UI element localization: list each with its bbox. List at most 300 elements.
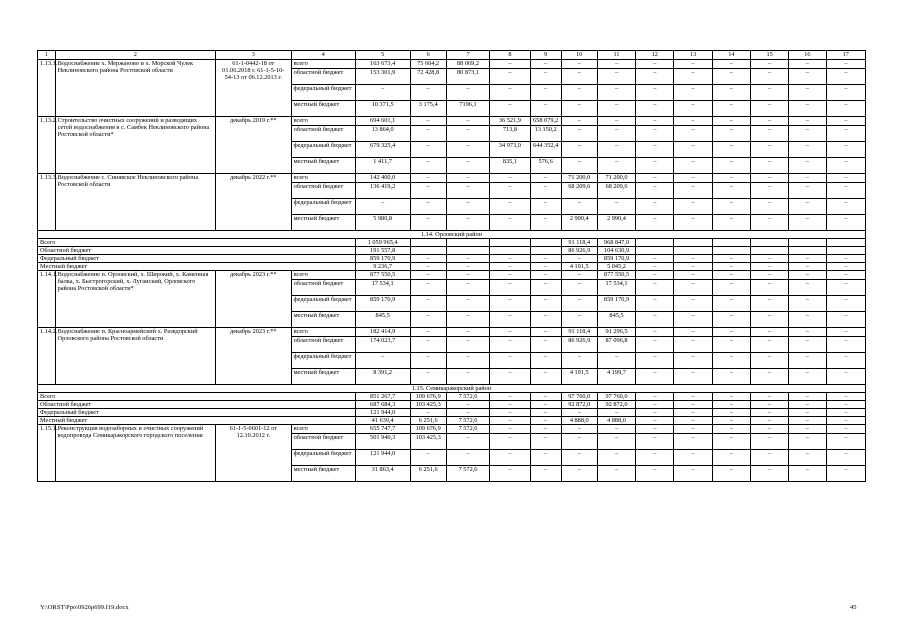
value-cell: – — [636, 85, 674, 101]
value-cell: – — [751, 255, 789, 263]
value-cell: 104 630,9 — [597, 247, 635, 255]
header-cell: 13 — [674, 51, 712, 60]
value-cell: 859 170,9 — [355, 296, 410, 312]
funding-source: местный бюджет — [291, 312, 355, 328]
funding-source: федеральный бюджет — [291, 353, 355, 369]
value-cell: – — [826, 401, 865, 409]
value-cell: – — [751, 263, 789, 271]
value-cell: 13 864,0 — [355, 126, 410, 142]
value-cell: – — [712, 434, 750, 450]
value-cell — [636, 239, 674, 247]
table-row — [38, 271, 866, 280]
total-row — [38, 393, 866, 401]
value-cell: 97 760,0 — [597, 393, 635, 401]
total-row — [38, 401, 866, 409]
value-cell: – — [561, 255, 597, 263]
value-cell: – — [561, 280, 597, 296]
column-number-header — [38, 51, 866, 60]
value-cell: 859 170,9 — [597, 255, 635, 263]
value-cell: 92 872,0 — [597, 401, 635, 409]
section-row — [38, 231, 866, 239]
value-cell: 2 990,4 — [561, 215, 597, 231]
value-cell: 851 267,7 — [355, 393, 410, 401]
value-cell: – — [410, 199, 446, 215]
value-cell: 153 301,9 — [355, 69, 410, 85]
value-cell: – — [410, 263, 446, 271]
header-cell: 1 — [38, 51, 56, 60]
value-cell: – — [636, 409, 674, 417]
value-cell: – — [751, 158, 789, 174]
value-cell: – — [789, 199, 826, 215]
value-cell: – — [410, 337, 446, 353]
value-cell: – — [789, 296, 826, 312]
value-cell: 109 676,9 — [410, 425, 446, 434]
total-label: Федеральный бюджет — [38, 409, 356, 417]
value-cell: 91 118,4 — [561, 328, 597, 337]
value-cell — [446, 239, 489, 247]
value-cell: – — [674, 199, 712, 215]
value-cell: – — [410, 126, 446, 142]
value-cell: – — [751, 450, 789, 466]
value-cell: – — [561, 142, 597, 158]
value-cell: – — [490, 174, 530, 183]
value-cell: – — [597, 199, 635, 215]
value-cell: 845,5 — [597, 312, 635, 328]
funding-source: местный бюджет — [291, 101, 355, 117]
total-label: Всего — [38, 393, 356, 401]
value-cell: – — [410, 450, 446, 466]
item-number: 1.13.1. — [38, 60, 56, 117]
value-cell: 97 760,0 — [561, 393, 597, 401]
value-cell: – — [636, 174, 674, 183]
value-cell: – — [826, 296, 865, 312]
value-cell: – — [789, 255, 826, 263]
value-cell: – — [751, 417, 789, 425]
value-cell: – — [636, 158, 674, 174]
value-cell: – — [490, 369, 530, 385]
value-cell: – — [674, 312, 712, 328]
value-cell: – — [674, 369, 712, 385]
value-cell: – — [674, 353, 712, 369]
value-cell: – — [674, 401, 712, 409]
value-cell: – — [789, 369, 826, 385]
value-cell: – — [530, 215, 561, 231]
value-cell: – — [674, 126, 712, 142]
value-cell: – — [530, 296, 561, 312]
value-cell: 9 236,7 — [355, 263, 410, 271]
value-cell: 7 572,6 — [446, 417, 489, 425]
value-cell: – — [410, 158, 446, 174]
value-cell: – — [751, 401, 789, 409]
value-cell: – — [410, 353, 446, 369]
funding-source: областной бюджет — [291, 69, 355, 85]
value-cell: – — [490, 425, 530, 434]
value-cell: – — [751, 271, 789, 280]
value-cell: 713,8 — [490, 126, 530, 142]
value-cell: – — [530, 450, 561, 466]
value-cell: 75 604,2 — [410, 60, 446, 69]
value-cell: – — [410, 280, 446, 296]
value-cell: – — [636, 369, 674, 385]
total-label: Федеральный бюджет — [38, 255, 356, 263]
value-cell: 7 572,6 — [446, 425, 489, 434]
value-cell: 91 118,4 — [561, 239, 597, 247]
value-cell: – — [410, 409, 446, 417]
total-row — [38, 247, 866, 255]
funding-source: федеральный бюджет — [291, 142, 355, 158]
value-cell: 68 209,6 — [561, 183, 597, 199]
value-cell: – — [712, 158, 750, 174]
total-label: Всего — [38, 239, 356, 247]
value-cell: 6 251,6 — [410, 466, 446, 482]
value-cell: – — [789, 183, 826, 199]
value-cell: – — [674, 215, 712, 231]
value-cell: – — [751, 434, 789, 450]
value-cell: – — [751, 126, 789, 142]
value-cell: – — [530, 263, 561, 271]
value-cell: 3 175,4 — [410, 101, 446, 117]
header-cell: 14 — [712, 51, 750, 60]
project-name: Водоснабжение х. Мержаново и х. Морской Чулек Неклиновского района Ростовской области — [55, 60, 215, 117]
value-cell: – — [636, 255, 674, 263]
value-cell: – — [490, 60, 530, 69]
funding-source: всего — [291, 174, 355, 183]
item-number: 1.15.1. — [38, 425, 56, 482]
value-cell: – — [826, 126, 865, 142]
header-cell: 7 — [446, 51, 489, 60]
value-cell: – — [826, 60, 865, 69]
value-cell: 191 557,8 — [355, 247, 410, 255]
table-body — [38, 51, 866, 482]
header-cell: 5 — [355, 51, 410, 60]
value-cell: 174 023,7 — [355, 337, 410, 353]
value-cell: 68 209,6 — [597, 183, 635, 199]
value-cell: – — [446, 434, 489, 450]
value-cell: 87 096,8 — [597, 337, 635, 353]
value-cell: – — [751, 312, 789, 328]
value-cell: – — [636, 60, 674, 69]
value-cell: 859 170,9 — [597, 296, 635, 312]
value-cell: – — [826, 101, 865, 117]
section-row — [38, 385, 866, 393]
value-cell: – — [530, 337, 561, 353]
value-cell: – — [674, 450, 712, 466]
value-cell: – — [410, 328, 446, 337]
value-cell: – — [751, 337, 789, 353]
value-cell: – — [636, 425, 674, 434]
value-cell: – — [636, 296, 674, 312]
value-cell: – — [826, 337, 865, 353]
value-cell: – — [789, 101, 826, 117]
value-cell: – — [826, 85, 865, 101]
value-cell: – — [674, 69, 712, 85]
project-name: Водоснабжение п. Орловский, х. Широкий, х. Каменная балка, х. Быстрогорский, х. Луганский, Орловского района Ростовской области* — [55, 271, 215, 328]
value-cell — [530, 247, 561, 255]
value-cell: – — [561, 466, 597, 482]
value-cell: – — [530, 101, 561, 117]
value-cell: – — [826, 69, 865, 85]
value-cell: 136 419,2 — [355, 183, 410, 199]
value-cell: 71 200,0 — [597, 174, 635, 183]
item-number: 1.13.3. — [38, 174, 56, 231]
value-cell: – — [751, 296, 789, 312]
value-cell: – — [490, 417, 530, 425]
value-cell: – — [561, 296, 597, 312]
total-label: Местный бюджет — [38, 417, 356, 425]
value-cell: – — [490, 409, 530, 417]
value-cell: – — [530, 199, 561, 215]
value-cell: 501 940,3 — [355, 434, 410, 450]
value-cell — [751, 239, 789, 247]
value-cell: – — [490, 466, 530, 482]
header-cell: 15 — [751, 51, 789, 60]
value-cell: – — [597, 142, 635, 158]
value-cell: – — [446, 158, 489, 174]
table-row — [38, 117, 866, 126]
value-cell: 86 926,9 — [561, 337, 597, 353]
value-cell: – — [789, 117, 826, 126]
value-cell: – — [674, 280, 712, 296]
value-cell: – — [712, 60, 750, 69]
value-cell: 71 200,0 — [561, 174, 597, 183]
value-cell: – — [410, 369, 446, 385]
value-cell: 8 391,2 — [355, 369, 410, 385]
header-cell: 17 — [826, 51, 865, 60]
value-cell: – — [674, 328, 712, 337]
header-cell: 12 — [636, 51, 674, 60]
value-cell: – — [490, 183, 530, 199]
value-cell: – — [446, 183, 489, 199]
value-cell: – — [530, 425, 561, 434]
value-cell: – — [674, 158, 712, 174]
value-cell: – — [597, 126, 635, 142]
value-cell: – — [530, 409, 561, 417]
project-date: декабрь 2023 г.** — [216, 271, 292, 328]
value-cell: – — [826, 158, 865, 174]
value-cell: – — [530, 255, 561, 263]
value-cell: – — [490, 255, 530, 263]
value-cell: 655 747,7 — [355, 425, 410, 434]
value-cell: – — [636, 263, 674, 271]
value-cell: 5 980,8 — [355, 215, 410, 231]
value-cell: 968 847,0 — [597, 239, 635, 247]
value-cell: – — [674, 255, 712, 263]
value-cell: – — [490, 328, 530, 337]
funding-source: местный бюджет — [291, 215, 355, 231]
value-cell: – — [826, 312, 865, 328]
value-cell: – — [490, 337, 530, 353]
value-cell: – — [789, 263, 826, 271]
value-cell: – — [446, 126, 489, 142]
item-number: 1.14.1. — [38, 271, 56, 328]
value-cell: 877 550,5 — [355, 271, 410, 280]
value-cell: – — [636, 271, 674, 280]
value-cell: 121 944,0 — [355, 450, 410, 466]
total-label: Местный бюджет — [38, 263, 356, 271]
value-cell: – — [446, 328, 489, 337]
value-cell: – — [561, 85, 597, 101]
value-cell: – — [446, 450, 489, 466]
value-cell: – — [561, 60, 597, 69]
value-cell — [826, 247, 865, 255]
value-cell: – — [446, 255, 489, 263]
value-cell: – — [826, 142, 865, 158]
value-cell: – — [826, 434, 865, 450]
value-cell: – — [530, 271, 561, 280]
project-name: Водоснабжение с. Синявское Неклиновского района Ростовской области — [55, 174, 215, 231]
value-cell: – — [355, 199, 410, 215]
value-cell: 142 400,0 — [355, 174, 410, 183]
value-cell: – — [674, 183, 712, 199]
value-cell: – — [789, 434, 826, 450]
project-name: Реконструкция водозаборных и очистных сооружений водопровода Семикаракорского городского поселения — [55, 425, 215, 482]
value-cell: – — [712, 425, 750, 434]
value-cell: – — [712, 401, 750, 409]
header-cell: 10 — [561, 51, 597, 60]
value-cell: – — [712, 199, 750, 215]
value-cell: – — [674, 417, 712, 425]
value-cell: – — [751, 101, 789, 117]
value-cell: – — [490, 280, 530, 296]
value-cell: – — [636, 280, 674, 296]
value-cell: – — [674, 60, 712, 69]
value-cell: – — [789, 312, 826, 328]
total-row — [38, 417, 866, 425]
value-cell: – — [446, 369, 489, 385]
value-cell: – — [789, 215, 826, 231]
value-cell: – — [751, 409, 789, 417]
value-cell: 121 944,0 — [355, 409, 410, 417]
value-cell: 7196,1 — [446, 101, 489, 117]
value-cell: – — [530, 328, 561, 337]
section-title: 1.15. Семикаракорский район — [38, 385, 866, 393]
total-row — [38, 263, 866, 271]
value-cell: – — [712, 369, 750, 385]
value-cell: – — [530, 353, 561, 369]
value-cell: 88 069,2 — [446, 60, 489, 69]
project-date: декабрь 2019 г.** — [216, 117, 292, 174]
funding-source: местный бюджет — [291, 369, 355, 385]
value-cell: – — [826, 450, 865, 466]
funding-source: федеральный бюджет — [291, 199, 355, 215]
value-cell: 103 425,3 — [410, 401, 446, 409]
value-cell: – — [826, 328, 865, 337]
value-cell: – — [789, 425, 826, 434]
value-cell: 10 371,5 — [355, 101, 410, 117]
header-cell: 16 — [789, 51, 826, 60]
section-title: 1.14. Орловский район — [38, 231, 866, 239]
table-row — [38, 425, 866, 434]
value-cell: – — [597, 117, 635, 126]
value-cell: 182 414,9 — [355, 328, 410, 337]
value-cell — [490, 239, 530, 247]
table-row — [38, 60, 866, 69]
value-cell: – — [530, 466, 561, 482]
funding-source: областной бюджет — [291, 126, 355, 142]
value-cell: 4 888,0 — [561, 417, 597, 425]
value-cell: – — [751, 183, 789, 199]
value-cell: 163 673,4 — [355, 60, 410, 69]
value-cell: – — [751, 85, 789, 101]
value-cell: – — [490, 85, 530, 101]
value-cell: – — [712, 312, 750, 328]
value-cell: – — [561, 126, 597, 142]
value-cell: – — [674, 263, 712, 271]
header-cell: 2 — [55, 51, 215, 60]
value-cell: – — [355, 85, 410, 101]
value-cell: 877 550,5 — [597, 271, 635, 280]
value-cell: – — [789, 353, 826, 369]
funding-source: всего — [291, 328, 355, 337]
total-row — [38, 255, 866, 263]
value-cell: 859 170,9 — [355, 255, 410, 263]
value-cell: – — [789, 409, 826, 417]
value-cell: – — [490, 353, 530, 369]
value-cell: – — [561, 101, 597, 117]
value-cell: – — [751, 174, 789, 183]
value-cell: – — [712, 69, 750, 85]
value-cell: – — [446, 117, 489, 126]
funding-source: всего — [291, 60, 355, 69]
value-cell: – — [410, 255, 446, 263]
value-cell: – — [597, 434, 635, 450]
value-cell: – — [530, 401, 561, 409]
value-cell: – — [751, 142, 789, 158]
project-date: 61-1-5-0601-12 от 12.10.2012 г. — [216, 425, 292, 482]
value-cell: 17 534,1 — [597, 280, 635, 296]
value-cell: – — [674, 101, 712, 117]
value-cell: – — [636, 393, 674, 401]
funding-source: местный бюджет — [291, 466, 355, 482]
value-cell: – — [712, 296, 750, 312]
value-cell: – — [789, 337, 826, 353]
value-cell: – — [674, 117, 712, 126]
value-cell: – — [789, 142, 826, 158]
value-cell: – — [597, 101, 635, 117]
value-cell: – — [636, 450, 674, 466]
value-cell: 7 572,6 — [446, 466, 489, 482]
funding-source: всего — [291, 271, 355, 280]
project-name: Строительство очистных сооружений и разводящих сетей водоснабжения в с. Самбек Неклиновского района Ростовской области* — [55, 117, 215, 174]
value-cell: – — [789, 126, 826, 142]
value-cell: – — [490, 263, 530, 271]
value-cell: – — [826, 369, 865, 385]
value-cell: – — [561, 199, 597, 215]
value-cell: 687 684,3 — [355, 401, 410, 409]
value-cell: – — [490, 69, 530, 85]
value-cell: – — [530, 417, 561, 425]
value-cell: – — [446, 215, 489, 231]
value-cell: – — [410, 117, 446, 126]
value-cell: 4 199,7 — [597, 369, 635, 385]
value-cell: – — [561, 425, 597, 434]
value-cell: – — [712, 117, 750, 126]
value-cell — [712, 247, 750, 255]
value-cell: – — [597, 353, 635, 369]
value-cell: – — [597, 409, 635, 417]
value-cell: – — [826, 263, 865, 271]
value-cell: – — [712, 85, 750, 101]
value-cell: – — [674, 393, 712, 401]
value-cell: – — [751, 117, 789, 126]
value-cell: – — [751, 425, 789, 434]
value-cell: – — [490, 450, 530, 466]
value-cell: – — [636, 417, 674, 425]
value-cell: – — [674, 271, 712, 280]
value-cell: – — [789, 466, 826, 482]
funding-source: областной бюджет — [291, 434, 355, 450]
value-cell: – — [751, 60, 789, 69]
